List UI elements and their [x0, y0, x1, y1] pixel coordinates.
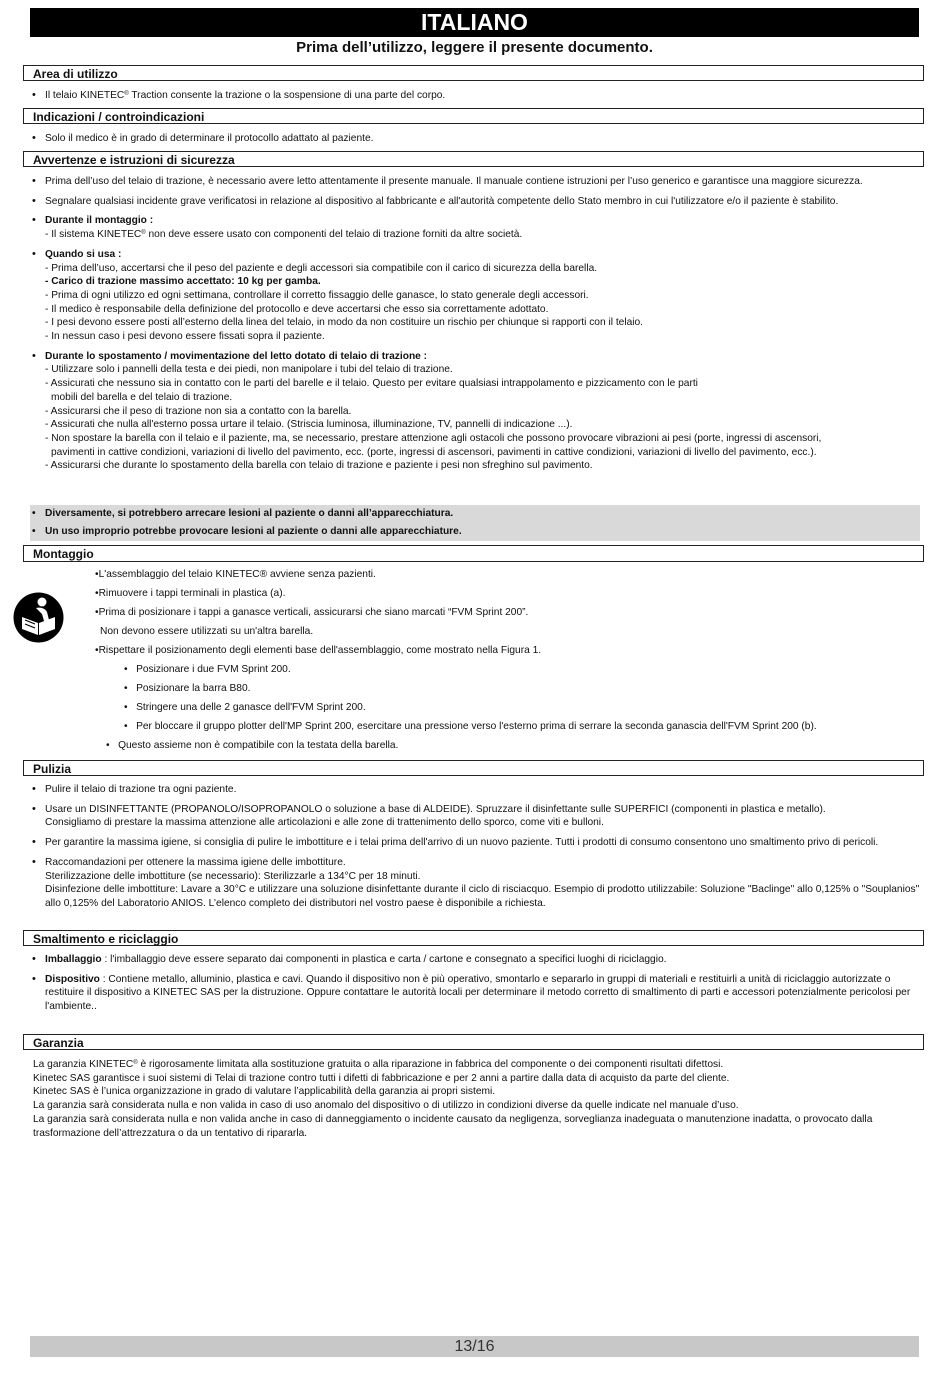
- list-item: • Raccomandazioni per ottenere la massima igiene delle imbottiture. Sterilizzazione delle imbottiture (se necessario): Sterilizzarle a 134°C per 18 minuti. Disinfezione delle imbottiture: Lavare a 30°C e utilizzare una soluzione disinfettante durante il ciclo di risciacquo. Esempio di prodotto utilizzabile: Soluzione "Baclinge" allo 0,125% o "Souplanios" allo 0,125% del Laboratorio ANIOS. L’elenco completo dei distributori nel vostro paese è disponibile a richiesta.: [30, 856, 920, 911]
- list-item: Non devono essere utilizzati su un'altra barella.: [100, 626, 314, 637]
- sub-list-item: • Per bloccare il gruppo plotter dell'MP Sprint 200, esercitare una pressione verso l'esterno prima di serrare la seconda ganascia dell'FVM Sprint 200 (b).: [124, 721, 817, 732]
- sub-list-item: • Posizionare i due FVM Sprint 200.: [124, 664, 291, 675]
- list-item: • Solo il medico è in grado di determinare il protocollo adattato al paziente.: [30, 132, 920, 146]
- list-item: •Rispettare il posizionamento degli elementi base dell'assemblaggio, come mostrato nella Figura 1.: [95, 645, 542, 656]
- list-item: • Questo assieme non è compatibile con la testata della barella.: [106, 740, 399, 751]
- language-title: ITALIANO: [30, 8, 919, 37]
- list-item: • Quando si usa : - Prima dell’uso, accertarsi che il peso del paziente e degli accessori sia compatibile con il carico di sicurezza della barella. - Carico di trazione massimo accettato: 10 kg per gamba. - Prima di ogni utilizzo ed ogni settimana, controllare il corretto fissaggio delle ganasce, lo stato generale degli accessori. - Il medico è responsabile della definizione del protocollo e deve accertarsi che esso sia correttamente adottato. - I pesi devono essere posti all’esterno della linea del telaio, in modo da non costituire un rischio per chiunque si rapporti con il telaio. - In nessun caso i pesi devono essere fissati sopra il paziente.: [30, 248, 920, 344]
- read-manual-icon: [13, 592, 64, 643]
- warning-line: • Diversamente, si potrebbero arrecare lesioni al paziente o danni all’apparecchiatura.: [30, 505, 920, 523]
- list-item: • Usare un DISINFETTANTE (PROPANOLO/ISOPROPANOLO o soluzione a base di ALDEIDE). Spruzzare il disinfettante sulle SUPERFICI (componenti in plastica e metallo). Consigliamo di prestare la massima attenzione alle articolazioni e alle zone di trattenimento dello sporco, come viti e bulloni.: [30, 803, 920, 830]
- section-garanzia-title: Garanzia: [23, 1034, 924, 1050]
- list-item: • Durante lo spostamento / movimentazione del letto dotato di telaio di trazione : - Utilizzare solo i pannelli della testa e dei piedi, non manipolare i tubi del telaio di trazione. - Assicurati che nessuno sia in contatto con le parti del barelle e il telaio. Questo per evitare qualsiasi intrappolamento e pizzicamento con le parti mobili del barella e del telaio di trazione. - Assicurarsi che il peso di trazione non sia a contatto con la barella. - Assicurati che nulla all'esterno possa urtare il telaio. (Striscia luminosa, illuminazione, TV, pannelli di indicazione ...). - Non spostare la barella con il telaio e il paziente, ma, se necessario, prestare attenzione agli ostacoli che possono provocare vibrazioni ai pesi (porte, ingressi di ascensori, pavimenti in cattive condizioni, variazioni di livello del pavimento, ecc. (porte, ingressi di ascensori, pavimenti in cattive condizioni, variazioni di livello del pavimento, ecc.). - Assicurarsi che durante lo spostamento della barella con telaio di trazione e paziente i pesi non sfreghino sul pavimento.: [30, 350, 920, 473]
- page-number: 13/16: [30, 1336, 919, 1357]
- list-item: •Prima di posizionare i tappi a ganasce verticali, assicurarsi che siano marcati “FVM Sprint 200”.: [95, 607, 529, 618]
- section-montaggio-title: Montaggio: [23, 545, 924, 562]
- list-item: • Per garantire la massima igiene, si consiglia di pulire le imbottiture e i telai prima dell'arrivo di un nuovo paziente. Tutti i prodotti di consumo consentono uno smaltimento privo di pericoli.: [30, 836, 920, 850]
- list-item: • Dispositivo : Contiene metallo, alluminio, plastica e cavi. Quando il dispositivo non è più operativo, smontarlo e separarlo in gruppi di materiali e restituirli a unità di riciclaggio autorizzate o restituire il dispositivo a KINETEC SAS per la distruzione. Oppure contattare le autorità locali per determinare il metodo corretto di smaltimento di parti e accessori potenzialmente pericolosi per l'ambiente..: [30, 973, 920, 1014]
- section-avvertenze-title: Avvertenze e istruzioni di sicurezza: [23, 151, 924, 167]
- warning-line: • Un uso improprio potrebbe provocare lesioni al paziente o danni alle apparecchiature.: [30, 523, 920, 541]
- pulizia-list: [30, 783, 920, 911]
- list-item: •Rimuovere i tappi terminali in plastica (a).: [95, 588, 286, 599]
- sub-list-item: • Posizionare la barra B80.: [124, 683, 251, 694]
- list-item: • Prima dell’uso del telaio di trazione, è necessario avere letto attentamente il presente manuale. Il manuale contiene istruzioni per l’uso generico e garantisce una maggiore sicurezza.: [30, 175, 920, 189]
- paragraph: Kinetec SAS garantisce i suoi sistemi di Telai di trazione contro tutti i difetti di fabbricazione e per 2 anni a partire dalla data di acquisto da parte del cliente.: [33, 1072, 730, 1084]
- list-item: • Il telaio KINETEC® Traction consente la trazione o la sospensione di una parte del corpo.: [30, 89, 920, 103]
- avvertenze-list: [30, 175, 920, 473]
- paragraph: La garanzia KINETEC® è rigorosamente limitata alla sostituzione gratuita o alla riparazione in fabbrica del componente o dei componenti risultati difettosi.: [33, 1059, 724, 1070]
- indicazioni-list: [30, 132, 920, 146]
- paragraph: La garanzia sarà considerata nulla e non valida anche in caso di danneggiamento o incidente causato da negligenza, sorveglianza inadeguata o manutenzione inadatta, o provocato dalla trasformazione dell’attrezzatura o da un tentativo di ripararla.: [33, 1113, 873, 1139]
- smaltimento-list: [30, 953, 920, 1014]
- list-item: • Durante il montaggio : - Il sistema KINETEC® non deve essere usato con componenti del telaio di trazione forniti da altre società.: [30, 214, 920, 241]
- sub-list-item: • Stringere una delle 2 ganasce dell'FVM Sprint 200.: [124, 702, 366, 713]
- garanzia-text: [33, 1058, 919, 1140]
- warning-box: [30, 505, 920, 541]
- paragraph: Kinetec SAS è l’unica organizzazione in grado di valutare l’applicabilità della garanzia ai propri sistemi.: [33, 1086, 496, 1098]
- section-indicazioni-title: Indicazioni / controindicazioni: [23, 108, 924, 124]
- section-pulizia-title: Pulizia: [23, 760, 924, 776]
- list-item: • Imballaggio : l'imballaggio deve essere separato dai componenti in plastica e carta / cartone e consegnato a specifici luoghi di riciclaggio.: [30, 953, 920, 967]
- paragraph: La garanzia sarà considerata nulla e non valida in caso di uso anomalo del dispositivo o di utilizzo in condizioni diverse da quelle indicate nel manuale d’uso.: [33, 1100, 739, 1112]
- section-area-title: Area di utilizzo: [23, 65, 924, 81]
- page-subtitle: Prima dell’utilizzo, leggere il presente documento.: [296, 39, 653, 56]
- area-list: [30, 89, 920, 103]
- list-item: •L'assemblaggio del telaio KINETEC® avviene senza pazienti.: [95, 569, 376, 580]
- list-item: • Pulire il telaio di trazione tra ogni paziente.: [30, 783, 920, 797]
- list-item: • Segnalare qualsiasi incidente grave verificatosi in relazione al dispositivo al fabbricante e all'autorità competente dello Stato membro in cui l'utilizzatore e/o il paziente è stabilito.: [30, 195, 920, 209]
- section-smaltimento-title: Smaltimento e riciclaggio: [23, 930, 924, 946]
